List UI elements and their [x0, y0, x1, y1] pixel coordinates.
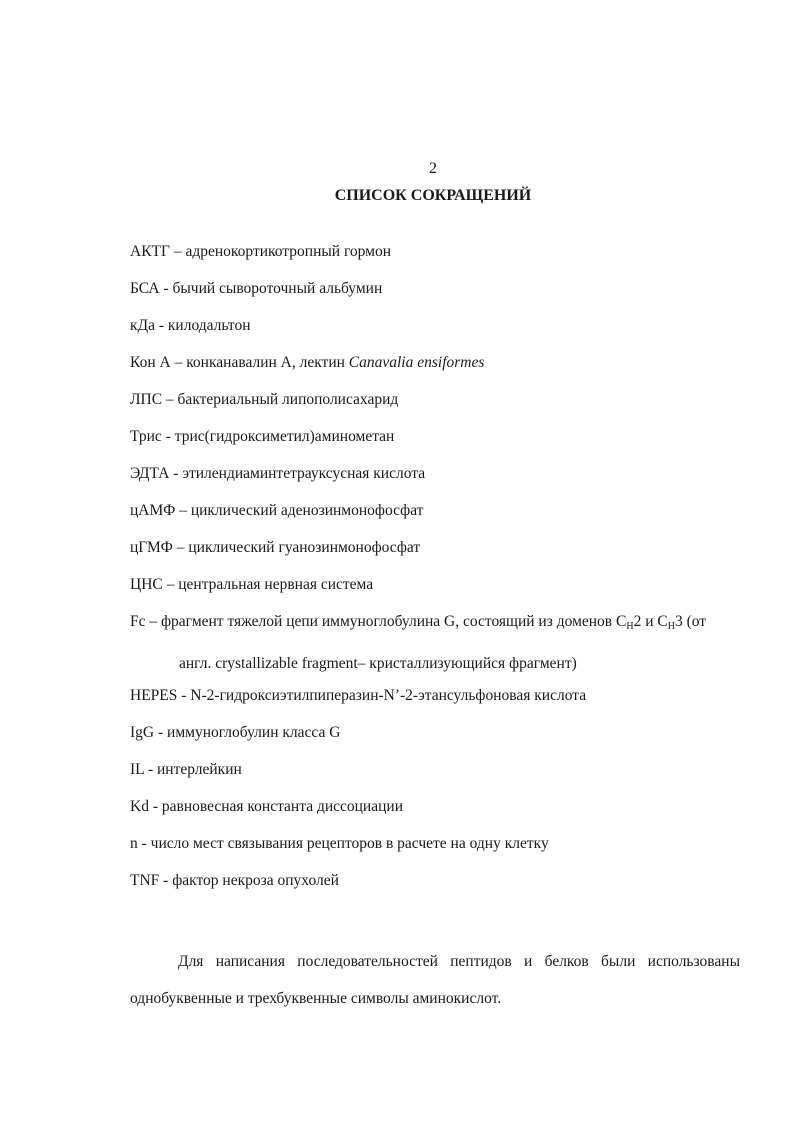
abbreviation-description: иммуноглобулин класса G: [167, 724, 341, 741]
abbreviation-item: [130, 391, 750, 428]
abbreviation-description: число мест связывания рецепторов в расчете на одну клетку: [150, 835, 549, 852]
abbreviation-description: N-2-гидроксиэтилпиперазин-N’-2-этансульфоновая кислота: [190, 687, 587, 704]
abbreviation-term: ЭДТА: [130, 465, 170, 482]
abbreviation-term: TNF: [130, 872, 160, 889]
abbreviation-item: [130, 872, 750, 909]
abbreviation-item: [130, 354, 750, 391]
abbreviation-description: циклический аденозинмонофосфат: [190, 502, 424, 519]
abbreviation-separator: -: [137, 835, 151, 852]
abbreviation-item: [130, 428, 750, 465]
abbreviation-description: центральная нервная система: [178, 576, 374, 593]
abbreviation-description: конканавалин А, лектин: [186, 354, 349, 371]
page-title: СПИСОК СОКРАЩЕНИЙ: [334, 187, 532, 204]
abbreviation-separator: –: [162, 576, 179, 593]
abbreviation-term: цАМФ: [130, 502, 176, 519]
abbreviation-description: адренокортикотропный гормон: [185, 243, 392, 260]
abbreviation-term: HEPES: [130, 687, 178, 704]
abbreviation-description: фрагмент тяжелой цепи иммуноглобулина G, состоящий из доменов: [161, 613, 616, 630]
abbreviation-item: [130, 724, 750, 761]
abbreviation-separator: -: [154, 724, 168, 741]
domain-letter: C: [616, 613, 627, 630]
conjunction: и: [641, 613, 658, 630]
abbreviation-description: интерлейкин: [156, 761, 242, 778]
abbreviation-separator: -: [159, 872, 173, 889]
abbreviation-term: Kd: [130, 798, 149, 815]
abbreviation-term: IL: [130, 761, 145, 778]
abbreviation-term: IgG: [130, 724, 155, 741]
species-name: Canavalia ensiformes: [348, 354, 485, 371]
abbreviation-term: АКТГ: [130, 243, 170, 260]
abbreviation-item: [130, 317, 750, 354]
abbreviation-description: этилендиаминтетрауксусная кислота: [182, 465, 426, 482]
abbreviation-separator: –: [172, 539, 189, 556]
abbreviation-description: трис(гидроксиметил)аминометан: [174, 428, 395, 445]
abbreviation-separator: -: [144, 761, 157, 778]
domain-number: 3: [674, 613, 683, 630]
domain-subscript: H: [626, 621, 634, 632]
page-number: 2: [429, 160, 437, 177]
abbreviation-item: [130, 539, 750, 576]
abbreviation-item: [130, 243, 750, 280]
abbreviation-description: равновесная константа диссоциации: [161, 798, 403, 815]
abbreviation-description: килодальтон: [167, 317, 251, 334]
abbreviation-term: БСА: [130, 280, 160, 297]
abbreviation-term: n: [130, 835, 138, 852]
domain-ch2: [616, 613, 641, 630]
abbreviation-term: цГМФ: [130, 539, 173, 556]
abbreviation-description: циклический гуанозинмонофосфат: [188, 539, 421, 556]
abbreviation-item: [130, 835, 750, 872]
abbreviation-term: Кон А: [130, 354, 171, 371]
abbreviation-description-tail: (от: [682, 613, 707, 630]
abbreviation-separator: -: [161, 428, 175, 445]
abbreviation-term: ЦНС: [130, 576, 163, 593]
abbreviation-separator: -: [148, 798, 162, 815]
abbreviation-item: [130, 280, 750, 317]
abbreviation-item: [130, 576, 750, 613]
abbreviation-description: фактор некроза опухолей: [172, 872, 339, 889]
abbreviation-list: [130, 243, 750, 909]
abbreviation-description: бактериальный липополисахарид: [177, 391, 399, 408]
abbreviation-separator: -: [154, 317, 168, 334]
abbreviation-continuation: англ. crystallizable fragment– кристаллизующийся фрагмент): [179, 655, 577, 672]
abbreviation-separator: -: [177, 687, 191, 704]
abbreviation-description: бычий сывороточный альбумин: [172, 280, 383, 297]
abbreviation-separator: –: [170, 354, 187, 371]
abbreviation-separator: –: [175, 502, 191, 519]
abbreviation-item: [130, 502, 750, 539]
abbreviation-item: [130, 465, 750, 502]
abbreviation-separator: –: [169, 243, 186, 260]
domain-letter: C: [657, 613, 668, 630]
abbreviation-term: кДа: [130, 317, 155, 334]
abbreviation-term: ЛПС: [130, 391, 163, 408]
domain-subscript: H: [667, 621, 675, 632]
abbreviation-separator: -: [159, 280, 173, 297]
notation-note: Для написания последовательностей пептидов и белков были использованы однобуквенные и трехбуквенные символы аминокислот.: [130, 953, 740, 1007]
abbreviation-item: [130, 613, 750, 687]
abbreviation-term: Трис: [130, 428, 162, 445]
abbreviation-term: Fc: [130, 613, 146, 630]
abbreviation-separator: –: [145, 613, 161, 630]
abbreviation-item: [130, 761, 750, 798]
domain-number: 2: [633, 613, 642, 630]
abbreviation-separator: -: [169, 465, 183, 482]
abbreviation-item: [130, 798, 750, 835]
abbreviation-separator: –: [162, 391, 178, 408]
domain-ch3: [657, 613, 682, 630]
abbreviation-item: [130, 687, 750, 724]
